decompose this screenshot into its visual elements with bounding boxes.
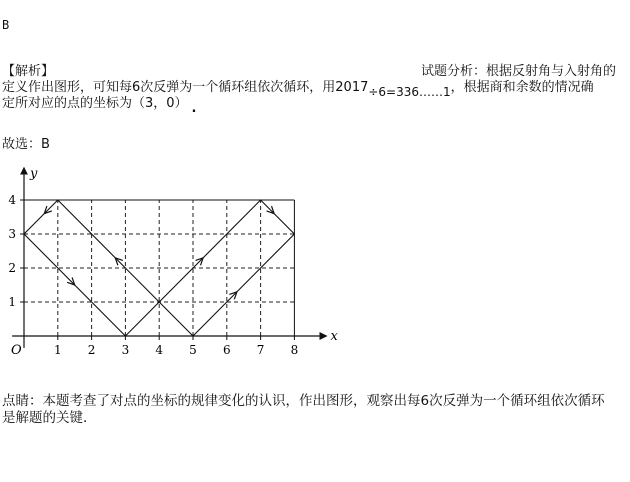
y-tick-label: 2 (8, 261, 16, 275)
answer-line: B (2, 18, 10, 32)
analysis-line-2-text: 定义作出图形，可知每6次反弹为一个循环组依次循环，用2017 (2, 80, 369, 95)
x-tick-label: 5 (189, 343, 197, 357)
x-tick-label: 4 (155, 343, 164, 357)
x-axis-name: x (330, 329, 338, 344)
analysis-title: 【解析】 (2, 64, 55, 79)
origin-label: O (11, 343, 22, 358)
x-tick-label: 7 (256, 343, 265, 357)
division-formula: ÷6=336……1 (368, 85, 451, 99)
analysis-line-2-tail: ，根据商和余数的情况确 (450, 80, 594, 95)
x-tick-label: 8 (290, 343, 299, 357)
reflection-graph (0, 160, 360, 375)
x-tick-label: 3 (121, 343, 130, 357)
grid (24, 200, 294, 336)
y-tick-label: 4 (8, 193, 16, 207)
analysis-line-3 (2, 92, 197, 116)
axes (12, 168, 326, 348)
x-tick-label: 2 (87, 343, 96, 357)
comment-line-2: 是解题的关键． (2, 410, 97, 426)
y-tick-label: 1 (8, 295, 16, 309)
analysis-heading: 试题分析：根据反射角与入射角的 (421, 64, 617, 79)
comment-line-1: 点睛：本题考查了对点的坐标的规律变化的认识，作出图形，观察出每6次反弹为一个循环组依次循环 (2, 393, 605, 409)
conclusion-line: 故选：B (2, 137, 50, 152)
y-axis-name: y (30, 166, 38, 182)
x-tick-label: 1 (53, 343, 62, 357)
y-tick-label: 3 (8, 227, 16, 241)
x-tick-label: 6 (222, 343, 231, 357)
analysis-line-3-text: 定所对应的点的坐标为（3，0） (2, 96, 188, 111)
trailing-dot: . (191, 101, 197, 116)
